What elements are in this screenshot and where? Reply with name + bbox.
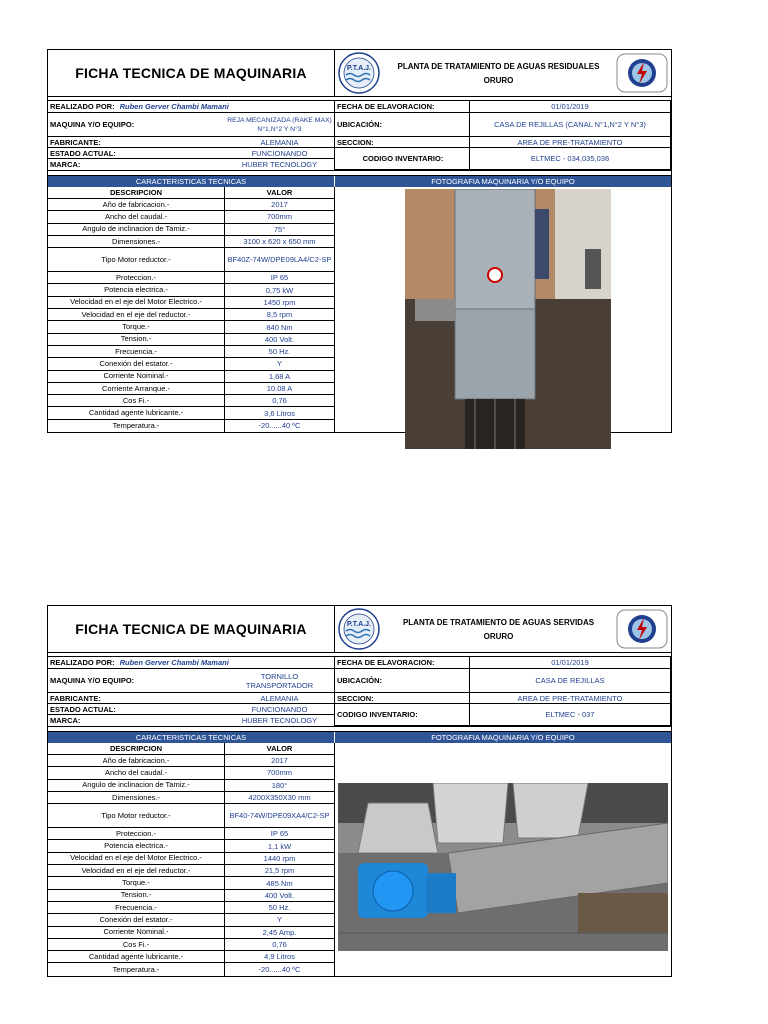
spec-row — [48, 914, 334, 926]
spec-description: Tipo Motor reductor.- — [48, 804, 225, 827]
ubicacion-label: UBICACIÓN: — [335, 669, 470, 693]
spec-value: 8,5 rpm — [266, 310, 293, 320]
spec-description: Angulo de inclinacion de Tamiz.- — [48, 224, 225, 235]
spec-value: BF40Z-74W/DPE09LA4/C2-SP — [227, 255, 332, 265]
electric-gear-logo-icon — [616, 609, 668, 649]
spec-value: IP 65 — [270, 273, 289, 283]
realizado-row — [48, 657, 335, 669]
realizado-value: Ruben Gerver Chambi Mamani — [119, 658, 229, 667]
codigo-label: CODIGO INVENTARIO: — [335, 704, 470, 726]
spec-description: Corriente Arranque.- — [48, 383, 225, 394]
maquina-label: MAQUINA Y/O EQUIPO: — [48, 113, 225, 137]
specs-header-row — [48, 187, 334, 199]
caracteristicas-header: CARACTERISTICAS TECNICAS — [48, 732, 335, 743]
fabricante-value: ALEMANIA — [225, 137, 335, 148]
spec-row — [48, 334, 334, 346]
spec-row — [48, 321, 334, 333]
spec-value: 700mm — [266, 768, 292, 778]
valor-header: VALOR — [266, 744, 293, 753]
sheet-header — [48, 50, 671, 97]
realizado-label: REALIZADO POR: — [50, 102, 115, 111]
fecha-label: FECHA DE ELAVORACION: — [335, 101, 470, 113]
ptaj-logo-icon — [337, 51, 381, 95]
spec-description: Velocidad en el eje del reductor.- — [48, 865, 225, 876]
spec-value: IP 65 — [270, 829, 289, 839]
spec-row — [48, 890, 334, 902]
fecha-value: 01/01/2019 — [470, 101, 671, 113]
seccion-label: SECCION: — [335, 137, 470, 148]
spec-row — [48, 828, 334, 840]
spec-row — [48, 236, 334, 248]
fecha-value: 01/01/2019 — [470, 657, 671, 669]
fecha-label: FECHA DE ELAVORACION: — [335, 657, 470, 669]
spec-description: Cos Fi.- — [48, 939, 225, 950]
specs-header-row — [48, 743, 334, 755]
spec-value: 2017 — [271, 200, 288, 210]
spec-value: 50 Hz. — [268, 903, 291, 913]
estado-value: FUNCIONANDO — [225, 148, 335, 159]
realizado-row — [48, 101, 335, 113]
spec-value: Y — [276, 915, 282, 925]
spec-value: 400 Volt. — [264, 890, 295, 900]
spec-row — [48, 767, 334, 779]
seccion-value: AREA DE PRE-TRATAMIENTO — [470, 137, 671, 148]
caracteristicas-header: CARACTERISTICAS TECNICAS — [48, 176, 335, 187]
spec-description: Temperatura.- — [48, 420, 225, 432]
ptaj-logo-text: P.T.A.J. — [347, 621, 371, 628]
specs-table — [48, 743, 335, 976]
spec-description: Frecuencia.- — [48, 902, 225, 913]
spec-value: 400 Volt. — [264, 334, 295, 344]
valor-header: VALOR — [266, 188, 293, 197]
plant-name — [381, 58, 616, 88]
section-header — [48, 731, 671, 743]
ubicacion-value: CASA DE REJILLAS — [470, 669, 671, 693]
spec-row — [48, 804, 334, 828]
general-info-table — [48, 657, 671, 727]
spec-description: Dimensiones.- — [48, 792, 225, 803]
spec-description: Proteccion.- — [48, 828, 225, 839]
spec-description: Corriente Nominal.- — [48, 371, 225, 382]
ptaj-logo-text: P.T.A.J. — [347, 65, 371, 72]
spec-description: Torque.- — [48, 321, 225, 332]
spec-row — [48, 840, 334, 852]
spec-description: Ancho del caudal.- — [48, 211, 225, 222]
spec-row — [48, 865, 334, 877]
codigo-value: ELTMEC - 037 — [470, 704, 671, 726]
spec-row — [48, 395, 334, 407]
spec-value: Y — [276, 359, 282, 369]
spec-description: Conexión del estator.- — [48, 914, 225, 925]
spec-description: Temperatura.- — [48, 963, 225, 975]
machine-sheet-2 — [47, 605, 672, 977]
spec-row — [48, 371, 334, 383]
spec-value: 180° — [271, 780, 288, 790]
plant-header — [335, 606, 671, 652]
plant-name — [381, 614, 616, 644]
spec-row — [48, 297, 334, 309]
marca-value: HUBER TECNOLOGY — [225, 159, 335, 170]
spec-value: 1440 rpm — [263, 853, 296, 863]
codigo-label: CODIGO INVENTARIO: — [335, 148, 470, 170]
spec-row — [48, 951, 334, 963]
spec-description: Año de fabricacion.- — [48, 199, 225, 210]
electric-gear-logo-icon — [616, 53, 668, 93]
spec-row — [48, 755, 334, 767]
spec-row — [48, 902, 334, 914]
spec-description: Potencia electrica.- — [48, 284, 225, 295]
spec-value: 700mm — [266, 212, 292, 222]
maquina-value: TORNILLO TRANSPORTADOR — [225, 669, 335, 693]
spec-description: Velocidad en el eje del Motor Electrico.- — [48, 297, 225, 308]
spec-description: Torque.- — [48, 877, 225, 888]
marca-label: MARCA: — [50, 716, 81, 725]
desc-header: DESCRIPCION — [48, 187, 225, 198]
plant-header — [335, 50, 671, 96]
spec-row — [48, 420, 334, 432]
spec-row — [48, 284, 334, 296]
maquina-label: MAQUINA Y/O EQUIPO: — [48, 669, 225, 693]
spec-description: Cos Fi.- — [48, 395, 225, 406]
ubicacion-label: UBICACIÓN: — [335, 113, 470, 137]
spec-value: 1,1 kW — [267, 841, 292, 851]
spec-value: -20......40 ºC — [258, 421, 301, 431]
spec-value: 485 Nm — [266, 878, 293, 888]
seccion-value: AREA DE PRE-TRATAMIENTO — [470, 693, 671, 704]
spec-description: Conexión del estator.- — [48, 358, 225, 369]
sheet-title: FICHA TECNICA DE MAQUINARIA — [48, 606, 335, 652]
spec-description: Potencia electrica.- — [48, 840, 225, 851]
marca-label: MARCA: — [50, 160, 81, 169]
plant-line-2: ORURO — [483, 76, 514, 85]
spec-value: 3100 x 620 x 650 mm — [243, 237, 316, 247]
desc-header: DESCRIPCION — [48, 743, 225, 754]
spec-description: Corriente Nominal.- — [48, 927, 225, 938]
spec-row — [48, 224, 334, 236]
spec-value: 840 Nm — [266, 322, 293, 332]
spec-description: Cantidad agente lubricante.- — [48, 951, 225, 962]
spec-row — [48, 407, 334, 419]
spec-description: Tipo Motor reductor.- — [48, 248, 225, 271]
estado-label: ESTADO ACTUAL: — [48, 704, 225, 715]
fabricante-label: FABRICANTE: — [48, 693, 225, 704]
estado-label: ESTADO ACTUAL: — [48, 148, 225, 159]
spec-description: Frecuencia.- — [48, 346, 225, 357]
spec-value: 3,6 Litros — [264, 408, 295, 418]
spec-description: Tension.- — [48, 890, 225, 901]
machine-sheet-1 — [47, 49, 672, 433]
spec-value: 0,76 — [272, 396, 287, 406]
spec-value: 2017 — [271, 756, 288, 766]
sheet-header — [48, 606, 671, 653]
spec-description: Proteccion.- — [48, 272, 225, 283]
machine-photo — [335, 187, 671, 432]
spec-row — [48, 792, 334, 804]
spec-value: 4200X350X30 mm — [248, 793, 311, 803]
codigo-value: ELTMEC - 034,035,036 — [470, 148, 671, 170]
spec-row — [48, 272, 334, 284]
realizado-label: REALIZADO POR: — [50, 658, 115, 667]
plant-line-1: PLANTA DE TRATAMIENTO DE AGUAS RESIDUALES — [397, 62, 600, 71]
general-info-table — [48, 101, 671, 171]
spec-row — [48, 939, 334, 951]
spec-description: Angulo de inclinacion de Tamiz.- — [48, 780, 225, 791]
spec-description: Cantidad agente lubricante.- — [48, 407, 225, 418]
spec-value: 10.08 A — [266, 384, 293, 393]
spec-row — [48, 780, 334, 792]
spec-row — [48, 199, 334, 211]
spec-row — [48, 383, 334, 395]
spec-row — [48, 346, 334, 358]
spec-row — [48, 877, 334, 889]
spec-value: BF40-74W/DPE09XA4/C2-SP — [229, 811, 330, 821]
spec-row — [48, 248, 334, 272]
spec-value: 50 Hz. — [268, 347, 291, 357]
fabricante-value: ALEMANIA — [225, 693, 335, 704]
plant-line-1: PLANTA DE TRATAMIENTO DE AGUAS SERVIDAS — [402, 618, 595, 627]
spec-row — [48, 963, 334, 975]
spec-value: 2,45 Amp. — [262, 927, 297, 937]
spec-row — [48, 853, 334, 865]
estado-value: FUNCIONANDO — [225, 704, 335, 715]
plant-line-2: ORURO — [483, 632, 514, 641]
maquina-value: REJA MECANIZADA (RAKE MAX) N°1,N°2 Y N°3 — [225, 113, 335, 137]
screw-conveyor-image — [338, 783, 668, 951]
spec-value: 0,75 kW — [265, 285, 294, 295]
fabricante-label: FABRICANTE: — [48, 137, 225, 148]
marca-value: HUBER TECNOLOGY — [225, 715, 335, 726]
ubicacion-value: CASA DE REJILLAS (CANAL N°1,N°2 Y N°3) — [470, 113, 671, 137]
spec-value: -20......40 ºC — [258, 965, 301, 975]
sheet-title: FICHA TECNICA DE MAQUINARIA — [48, 50, 335, 96]
spec-value: 1450 rpm — [263, 297, 296, 307]
fotografia-header: FOTOGRAFIA MAQUINARIA Y/O EQUIPO — [431, 177, 575, 186]
spec-description: Velocidad en el eje del reductor.- — [48, 309, 225, 320]
spec-row — [48, 309, 334, 321]
mechanized-screen-image — [405, 189, 611, 449]
spec-description: Tension.- — [48, 334, 225, 345]
section-header — [48, 175, 671, 187]
ptaj-logo-icon — [337, 607, 381, 651]
spec-description: Año de fabricacion.- — [48, 755, 225, 766]
spec-row — [48, 211, 334, 223]
spec-value: 75° — [273, 224, 286, 234]
fotografia-header: FOTOGRAFIA MAQUINARIA Y/O EQUIPO — [431, 733, 575, 742]
spec-value: 4,9 Litros — [264, 952, 295, 962]
spec-row — [48, 358, 334, 370]
machine-photo — [335, 743, 671, 976]
spec-description: Ancho del caudal.- — [48, 767, 225, 778]
spec-value: 0,76 — [272, 940, 287, 949]
specs-table — [48, 187, 335, 432]
spec-row — [48, 927, 334, 939]
spec-description: Dimensiones.- — [48, 236, 225, 247]
realizado-value: Ruben Gerver Chambi Mamani — [119, 102, 229, 111]
seccion-label: SECCION: — [335, 693, 470, 704]
spec-description: Velocidad en el eje del Motor Electrico.- — [48, 853, 225, 864]
spec-value: 1,68 A — [268, 371, 291, 381]
spec-value: 21,5 rpm — [264, 866, 295, 876]
